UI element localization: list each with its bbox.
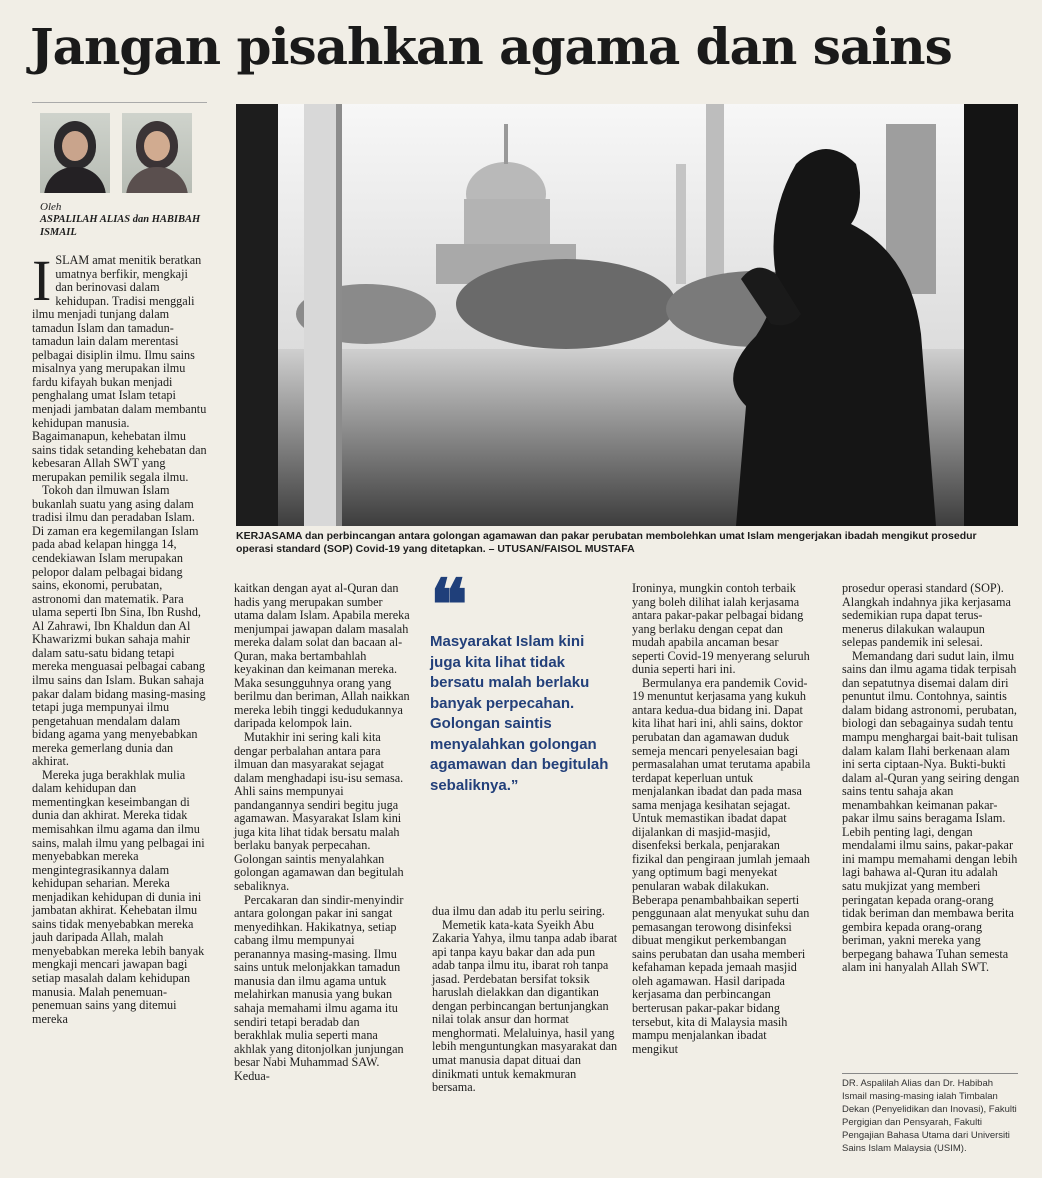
drop-cap: I <box>32 248 52 313</box>
headline: Jangan pisahkan agama dan sains <box>30 17 952 76</box>
main-photo <box>236 104 1018 526</box>
photo-caption: KERJASAMA dan perbincangan antara golongan agamawan dan pakar perubatan membolehkan umat Islam mengerjakan ibadah mengikut prosedur operasi standard (SOP) Covid-19 yang ditetapkan. – UTUSAN/FAISOL MUSTAFA <box>236 530 977 555</box>
byline-authors: ASPALILAH ALIAS dan HABIBAH ISMAIL <box>40 214 201 238</box>
paragraph: Ironinya, mungkin contoh terbaik yang boleh dilihat ialah kerjasama antara pakar-pakar pelbagai bidang yang berlaku dengan cepat dan mudah apabila ancaman besar seperti Covid-19 menyerang seluruh dunia seperti hari ini. <box>632 581 810 677</box>
paragraph: Mutakhir ini sering kali kita dengar perbalahan antara para ilmuan dan masyarakat sejagat dalam menghadapi isu-isu semasa. Ahli sains mempunyai pandangannya sendiri begitu juga agamawan. Masyarakat Islam kini juga kita lihat tidak bersatu malah berlaku banyak perpecahan. Golongan saintis menyalahkan golongan agamawan dan begitulah sebaliknya. <box>234 730 404 894</box>
paragraph: Bermulanya era pandemik Covid-19 menuntut kerjasama yang kukuh antara kedua-dua bidang ini. Dapat kita lihat hari ini, ahli sains, doktor perubatan dan agamawan duduk semeja mencari penyelesaian bagi permasalahan umat terutama apabila terdapat keperluan untuk menjalankan ibadat dan pada masa sama menjaga kesihatan sejagat. Untuk memastikan ibadat dapat dijalankan di masjid-masjid, disenfeksi berkala, penjarakan fizikal dan pengiraan jumlah jemaah yang optimum bagi menyekat penularan wabak dilakukan. Beberapa penambahbaikan seperti penggunaan alat menyukat suhu dan pemasangan terowong disinfeksi dibuat mengikut perkembangan sains perubatan dan usaha memberi kefahaman kepada jemaah masjid oleh agamawan. Hasil daripada kerjasama dan perbincangan berterusan pakar-pakar bidang tersebut, kita di Malaysia masih mampu menjalankan ibadat mengikut <box>632 675 811 1056</box>
paragraph: dua ilmu dan adab itu perlu seiring. <box>432 904 605 918</box>
paragraph: Percakaran dan sindir-menyindir antara golongan pakar ini sangat menyedihkan. Hakikatnya, setiap cabang ilmu mempunyai peranannya masing-masing. Ilmu sains untuk melonjakkan tamadun manusia dan ilmu agama untuk melahirkan manusia yang bukan sahaja memahami ilmu agama itu sendiri tetapi beradab dan berakhlak mulia seperti mana akhlak yang ditonjolkan junjungan besar Nabi Muhammad SAW. Kedua- <box>234 892 404 1083</box>
article-column-1 <box>32 248 207 1026</box>
byline-prefix: Oleh <box>40 201 62 213</box>
paragraph: SLAM amat menitik beratkan umatnya berfikir, mengkaji dan berinovasi dalam kehidupan. Tradisi menggali ilmu menjadi tunjang dalam tamadun Islam dan tamadun-tamadun lain dalam merentasi pelbagai disiplin ilmu. Ilmu sains misalnya yang merupakan ilmu fardu kifayah bukan menjadi penghalang umat Islam tetapi menjadi jambatan dalam membantu kehidupan manusia. Bagaimanapun, kehebatan ilmu sains tidak setanding kehebatan dan kebesaran Allah SWT yang merupakan pemilik segala ilmu. <box>32 253 207 484</box>
article-column-5 <box>842 582 1020 975</box>
article-column-2 <box>234 582 410 1083</box>
pull-quote <box>430 563 616 900</box>
article-column-4 <box>632 582 812 1056</box>
quote-mark-icon: ❝ <box>430 563 468 646</box>
author-photo-1 <box>40 113 110 193</box>
author-photo-2 <box>122 113 192 193</box>
article-column-3 <box>432 905 618 1095</box>
pull-quote-text: Masyarakat Islam kini juga kita lihat tidak bersatu malah berlaku banyak perpecahan. Golongan saintis menyalahkan golongan agamawan dan begitulah sebaliknya.” <box>430 633 609 794</box>
paragraph: Memetik kata-kata Syeikh Abu Zakaria Yahya, ilmu tanpa adab ibarat api tanpa kayu bakar dan ada pun adab tanpa ilmu itu, ibarat roh tanpa jasad. Perdebatan bersifat toksik haruslah dielakkan dan digantikan dengan perbincangan bertunjangkan nilai tolak ansur dan hormat menghormati. Melaluinya, hasil yang lebih menguntungkan masyarakat dan umat manusia dapat dituai dan dinikmati untuk kemakmuran bersama. <box>432 917 618 1095</box>
byline-box <box>32 102 207 244</box>
paragraph: prosedur operasi standard (SOP). Alangkah indahnya jika kerjasama sedemikian rupa dapat terus-menerus dilakukan walaupun selepas pandemik ini selesai. <box>842 581 1011 650</box>
paragraph: kaitkan dengan ayat al-Quran dan hadis yang merupakan sumber utama dalam Islam. Apabila mereka menjumpai jawapan dalam masalah mereka dalam solat dan bacaan al-Quran, maka bertambahlah keyakinan dan keimanan mereka. Maka sesungguhnya orang yang berilmu dan beriman, Allah naikkan mereka lebih tinggi kedudukannya daripada kelompok lain. <box>234 581 410 731</box>
paragraph: Mereka juga berakhlak mulia dalam kehidupan dan mementingkan keseimbangan di dunia dan akhirat. Mereka tidak memisahkan ilmu agama dan ilmu sains, malah ilmu yang pelbagai ini menyebabkan mereka mengintegrasikannya dalam kehidupan seharian. Mereka menjadikan kehidupan di dunia ini jambatan akhirat. Kehebatan ilmu sains tidak menyebabkan mereka jauh daripada Allah, malah menyebabkan mereka lebih banyak mengkaji mencari jawapan bagi setiap masalah dalam kehidupan manusia. Malah penemuan-penemuan sains yang ditemui mereka <box>32 767 205 1026</box>
paragraph: Tokoh dan ilmuwan Islam bukanlah suatu yang asing dalam tradisi ilmu dan peradaban Islam. Di zaman era kegemilangan Islam pada abad kelapan hingga 14, cendekiawan Islam merupakan pelopor dalam pelbagai bidang sains, ekonomi, perubatan, astronomi dan matematik. Para ulama seperti Ibn Sina, Ibn Rushd, Al Zahrawi, Ibn Khaldun dan Al Khawarizmi bukan sahaja mahir dalam satu-satu bidang tetapi mereka menguasai pelbagai cabang ilmu sains dan Islam. Bukan sahaja pakar dalam bidang masing-masing tetapi juga mempunyai ilmu pengetahuan mendalam dalam bidang agama yang menyebabkan mereka gemerlang dunia dan akhirat. <box>32 483 206 769</box>
paragraph: Memandang dari sudut lain, ilmu sains dan ilmu agama tidak terpisah dan sepatutnya disemai dalam diri penuntut ilmu. Contohnya, saintis dalam bidang astronomi, perubatan, biologi dan sebagainya sudah tentu mampu menghargai bait-bait tulisan dalam kalam Ilahi berkenaan alam ini serta ciptaan-Nya. Bukti-bukti dalam al-Quran yang seiring dengan sains tentu sahaja akan menambahkan keimanan pakar-pakar ilmu sains beragama Islam. Lebih penting lagi, dengan mendalami ilmu sains, pakar-pakar ini mampu memahami dengan lebih lagi bahawa al-Quran itu adalah satu mukjizat yang memberi peringatan kepada orang-orang tidak beriman dan membawa berita gembira kepada orang-orang beriman, yakni mereka yang berpegang bahawa Tuhan semesta alam ini hanyalah Allah SWT. <box>842 648 1020 975</box>
author-bio: DR. Aspalilah Alias dan Dr. Habibah Ismail masing-masing ialah Timbalan Dekan (Penyelidikan dan Inovasi), Fakulti Pergigian dan Pensyarah, Fakulti Pengajian Bahasa Utama dari Universiti Sains Islam Malaysia (USIM). <box>842 1073 1018 1155</box>
